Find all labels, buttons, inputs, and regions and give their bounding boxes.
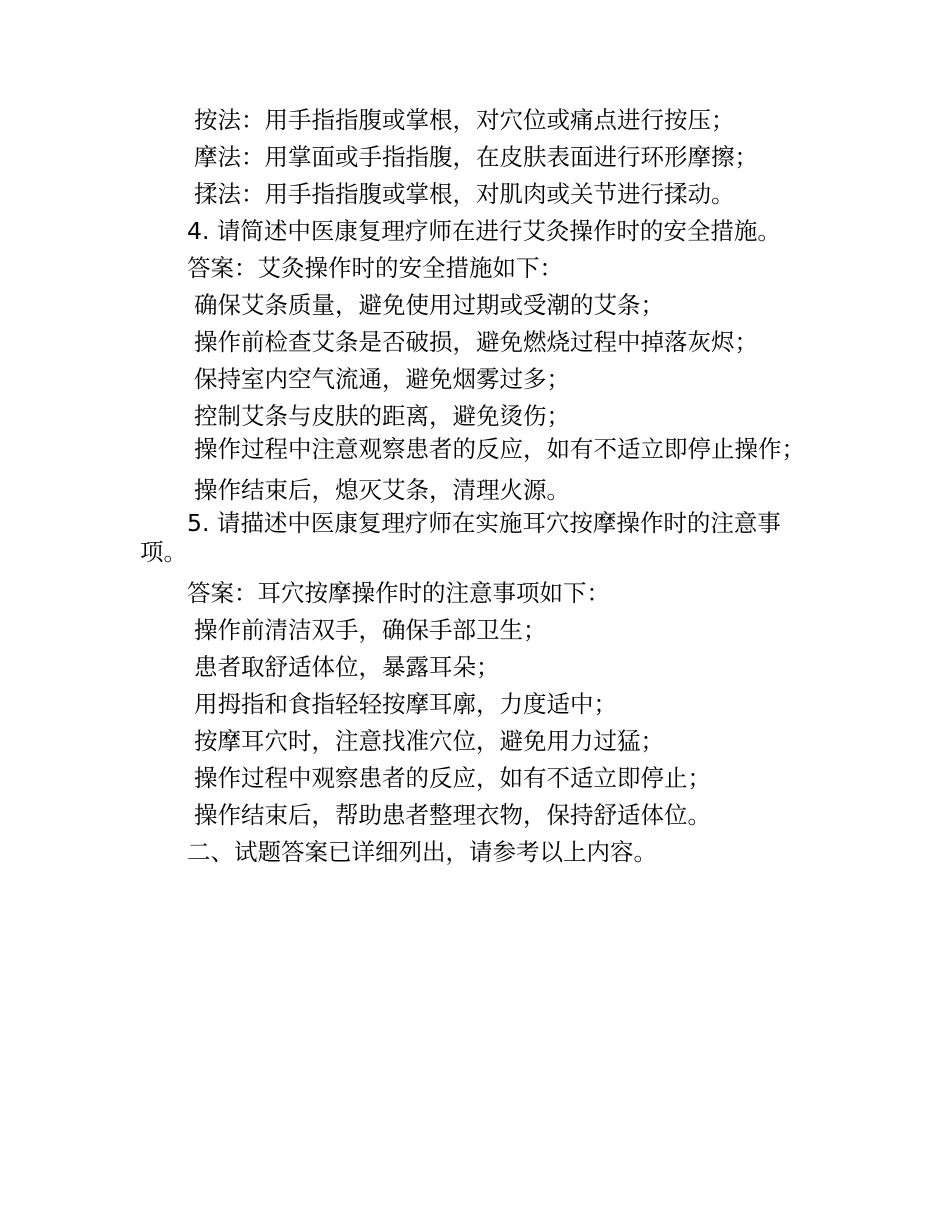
answer-4-item-2: 操作前检查艾条是否破损，避免燃烧过程中掉落灰烬； bbox=[194, 328, 758, 356]
answer-4-item-5: 操作过程中注意观察患者的反应，如有不适立即停止操作； bbox=[194, 435, 805, 463]
answer-5-item-1: 操作前清洁双手，确保手部卫生； bbox=[194, 616, 547, 644]
answer-5-intro: 答案：耳穴按摩操作时的注意事项如下： bbox=[187, 579, 610, 607]
answer-5-item-5: 操作过程中观察患者的反应，如有不适立即停止； bbox=[194, 764, 711, 792]
technique-press: 按法：用手指指腹或掌根，对穴位或痛点进行按压； bbox=[194, 106, 735, 134]
question-5: 5. 请描述中医康复理疗师在实施耳穴按摩操作时的注意事项。 bbox=[140, 509, 781, 566]
document-body bbox=[140, 102, 816, 871]
answer-5-item-6: 操作结束后，帮助患者整理衣物，保持舒适体位。 bbox=[194, 801, 711, 829]
answer-4-item-4: 控制艾条与皮肤的距离，避免烫伤； bbox=[194, 402, 570, 430]
answer-4-item-3: 保持室内空气流通，避免烟雾过多； bbox=[194, 365, 570, 393]
answer-5-item-4: 按摩耳穴时，注意找准穴位，避免用力过猛； bbox=[194, 727, 664, 755]
section-two-note: 二、试题答案已详细列出，请参考以上内容。 bbox=[187, 838, 657, 866]
answer-5-item-3: 用拇指和食指轻轻按摩耳廓，力度适中； bbox=[194, 690, 617, 718]
technique-rub: 摩法：用掌面或手指指腹，在皮肤表面进行环形摩擦； bbox=[194, 143, 758, 171]
question-4: 4. 请简述中医康复理疗师在进行艾灸操作时的安全措施。 bbox=[187, 217, 781, 245]
answer-5-item-2: 患者取舒适体位，暴露耳朵； bbox=[194, 653, 500, 681]
answer-4-intro: 答案：艾灸操作时的安全措施如下： bbox=[187, 254, 563, 282]
answer-4-item-1: 确保艾条质量，避免使用过期或受潮的艾条； bbox=[194, 291, 664, 319]
technique-knead: 揉法：用手指指腹或掌根，对肌肉或关节进行揉动。 bbox=[194, 180, 735, 208]
answer-4-item-6: 操作结束后，熄灭艾条，清理火源。 bbox=[194, 476, 570, 504]
